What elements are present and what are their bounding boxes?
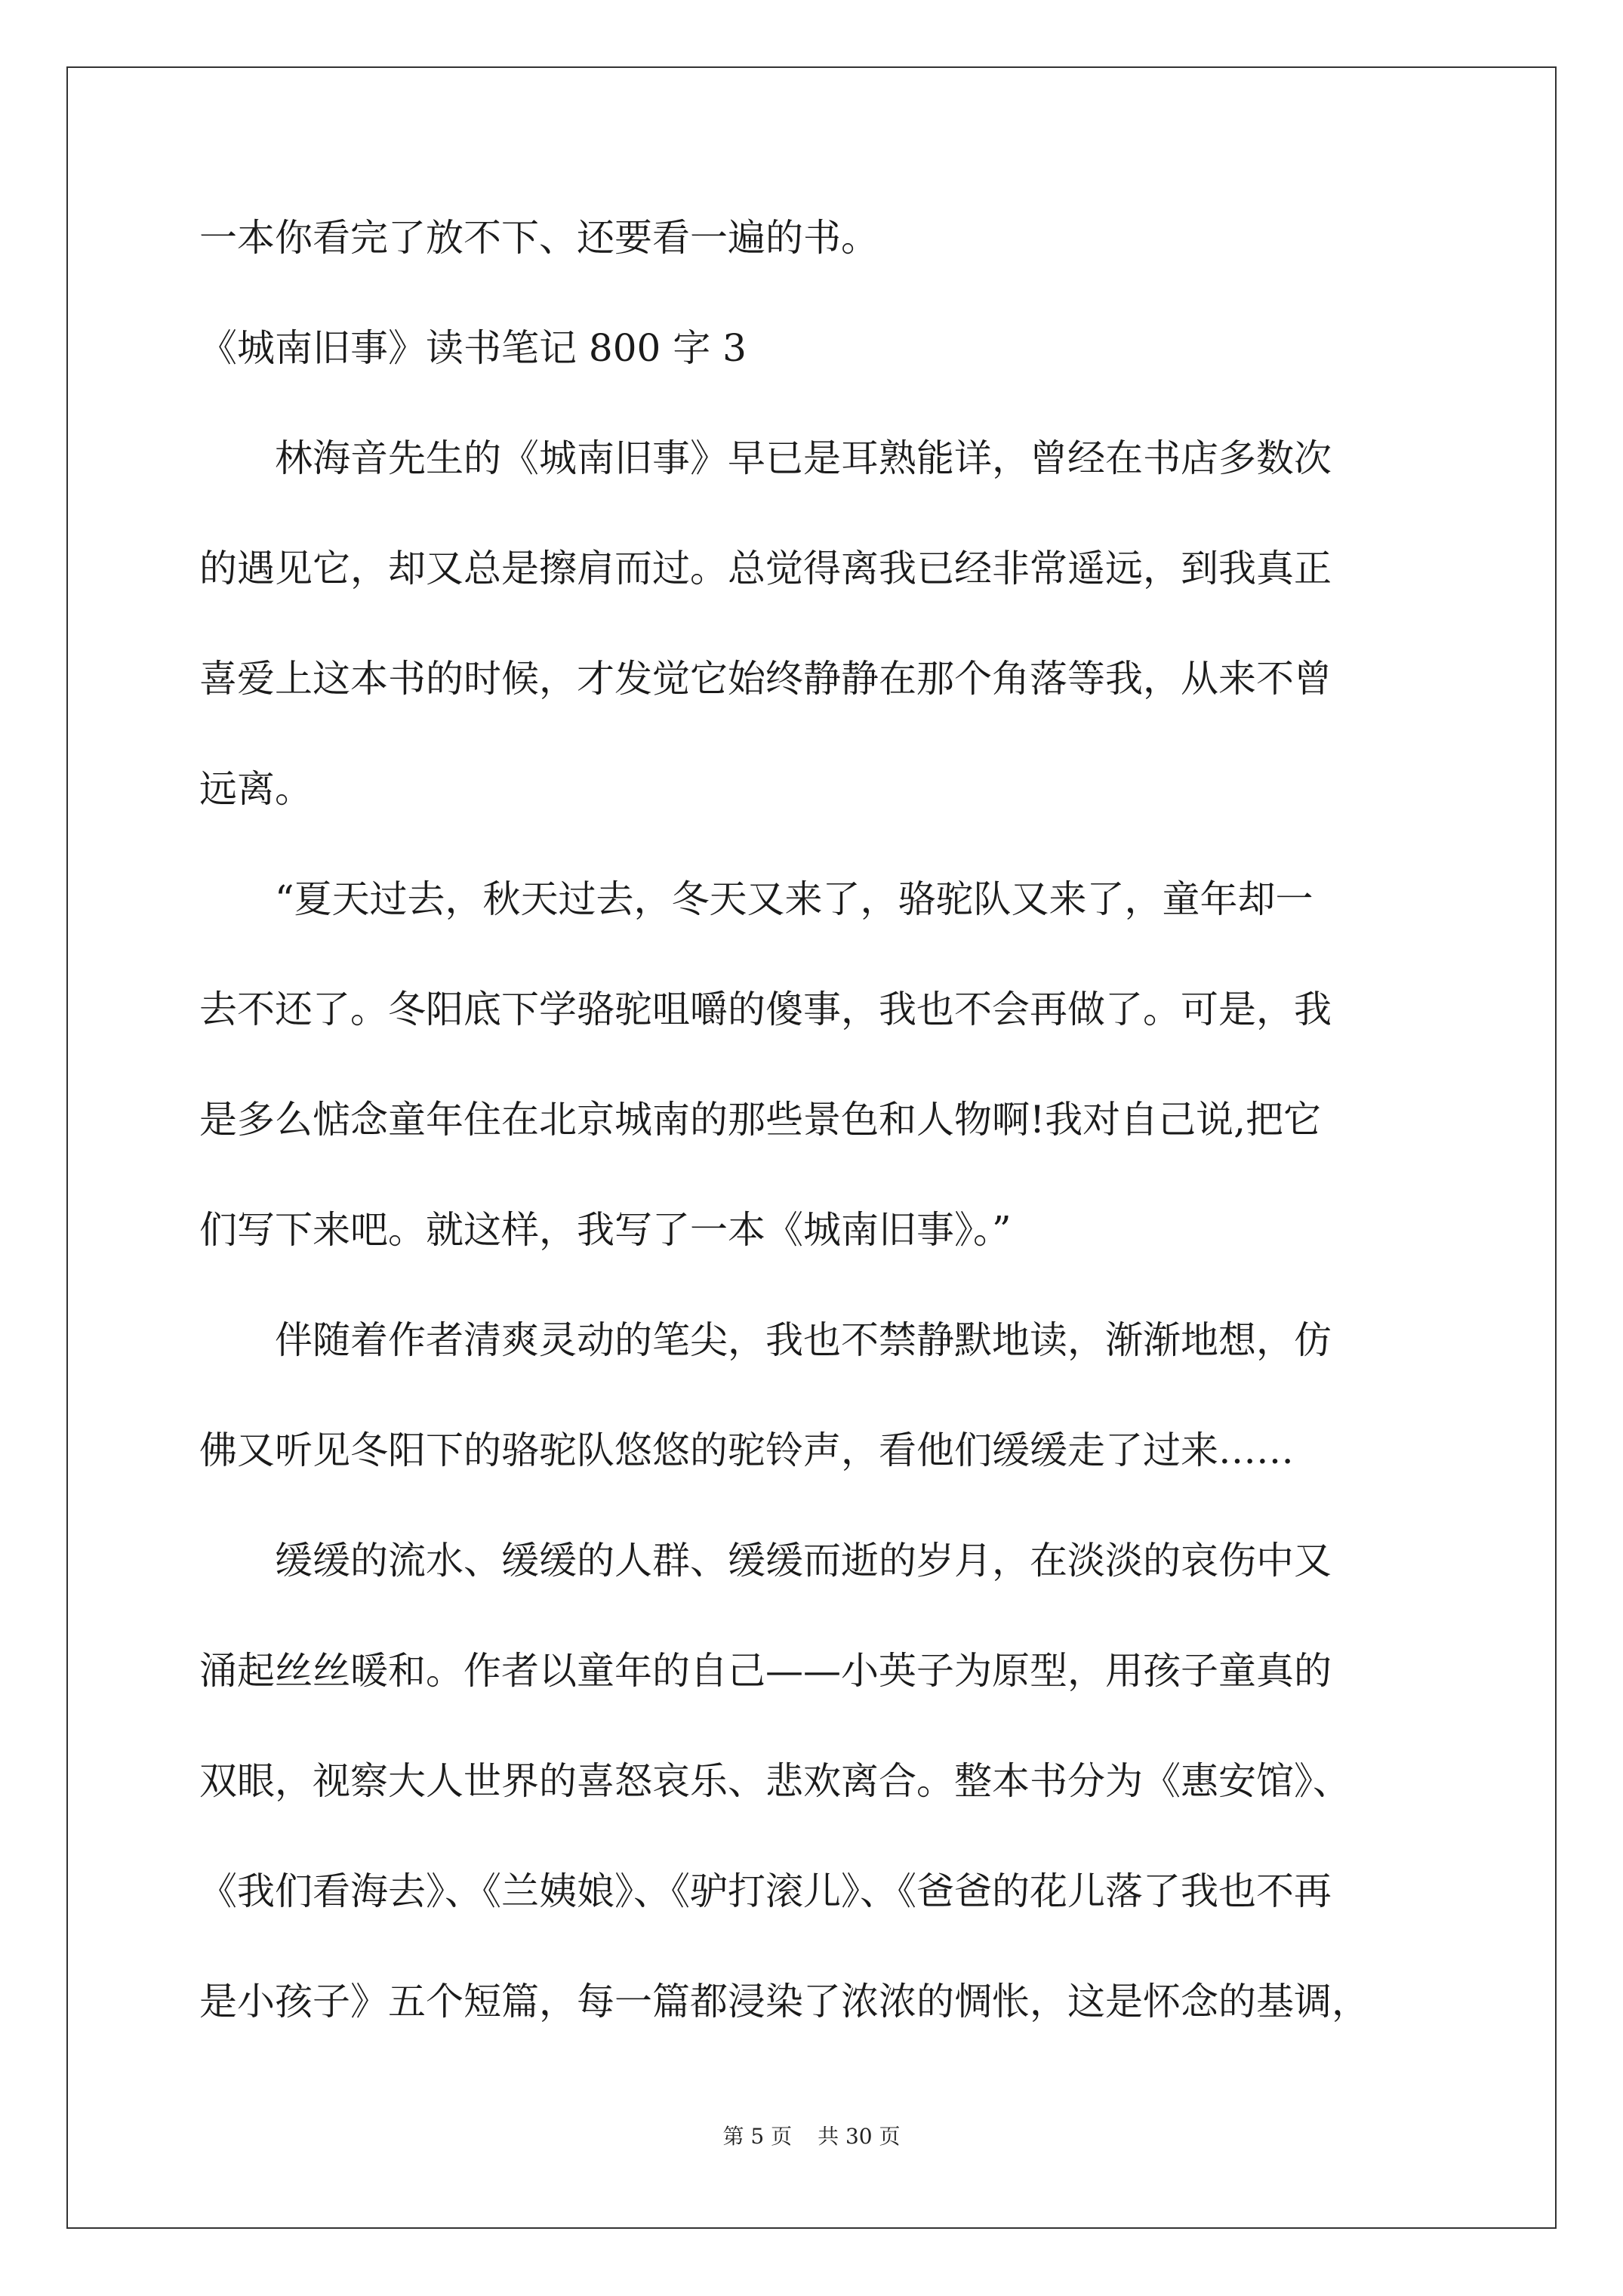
page-footer <box>0 2125 1623 2149</box>
text-line: 涌起丝丝暖和。作者以童年的自己——小英子为原型，用孩子童真的 <box>199 1649 1332 1693</box>
text-line: 是小孩子》五个短篇，每一篇都浸染了浓浓的惆怅，这是怀念的基调， <box>199 1980 1369 2023</box>
text-line: 伴随着作者清爽灵动的笔尖，我也不禁静默地读，渐渐地想，仿 <box>199 1318 1332 1362</box>
text-line: 们写下来吧。就这样，我写了一本《城南旧事》。” <box>199 1208 1012 1252</box>
page-number: 第 5 页 <box>722 2124 793 2149</box>
text-line: 林海音先生的《城南旧事》早已是耳熟能详，曾经在书店多数次 <box>199 436 1332 480</box>
text-line: 去不还了。冬阳底下学骆驼咀嚼的傻事，我也不会再做了。可是，我 <box>199 988 1332 1031</box>
text-line: 双眼，视察大人世界的喜怒哀乐、悲欢离合。整本书分为《惠安馆》、 <box>199 1759 1350 1803</box>
text-line: 《我们看海去》、《兰姨娘》、《驴打滚儿》、《爸爸的花儿落了我也不再 <box>199 1869 1332 1913</box>
text-line: 一本你看完了放不下、还要看一遍的书。 <box>199 216 879 260</box>
text-line: “夏天过去，秋天过去，冬天又来了，骆驼队又来了，童年却一 <box>199 877 1313 921</box>
section-heading: 《城南旧事》读书笔记 800 字 3 <box>199 326 747 370</box>
document-body <box>199 216 1422 2093</box>
text-line: 是多么惦念童年住在北京城南的那些景色和人物啊!我对自己说,把它 <box>199 1098 1321 1142</box>
page-total: 共 30 页 <box>818 2124 901 2149</box>
text-line: 远离。 <box>199 767 313 811</box>
text-line: 缓缓的流水、缓缓的人群、缓缓而逝的岁月，在淡淡的哀伤中又 <box>199 1539 1332 1583</box>
text-line: 佛又听见冬阳下的骆驼队悠悠的驼铃声，看他们缓缓走了过来…… <box>199 1428 1294 1472</box>
text-line: 的遇见它，却又总是擦肩而过。总觉得离我已经非常遥远，到我真正 <box>199 547 1332 590</box>
text-line: 喜爱上这本书的时候，才发觉它始终静静在那个角落等我，从来不曾 <box>199 657 1332 701</box>
